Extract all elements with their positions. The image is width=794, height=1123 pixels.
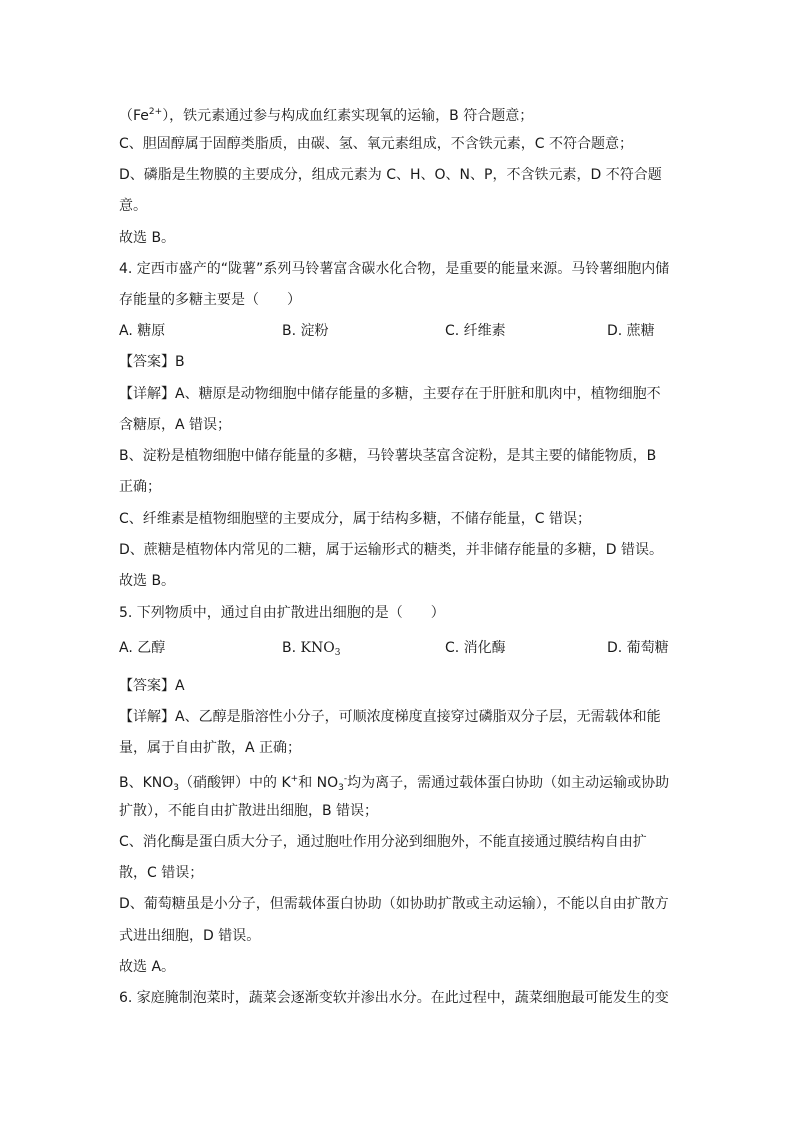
q5-nitrate-text: 和 NO <box>298 775 339 791</box>
q3-conclusion: 故选 B。 <box>119 230 176 246</box>
q5-potassium-text: （硝酸钾）中的 K <box>179 775 291 791</box>
q5-detail-line2: 量，属于自由扩散，A 正确； <box>119 740 302 756</box>
q5-detail-line4: 扩散），不能自由扩散进出细胞，B 错误； <box>119 803 379 819</box>
q5-kno3-text: B、KNO <box>119 775 174 791</box>
q5-kno3-subscript: 3 <box>173 783 180 793</box>
q5-answer: 【答案】A <box>119 678 185 694</box>
q3-option-d-explanation-cont: 意。 <box>119 198 147 214</box>
q5-detail-line8: 式进出细胞，D 错误。 <box>119 928 261 944</box>
q5-ion-explanation: 均为离子，需通过载体蛋白协助（如主动运输或协助 <box>347 775 670 791</box>
q5-option-d: D. 葡萄糖 <box>607 640 669 656</box>
q4-option-a: A. 糖原 <box>119 323 166 339</box>
q4-detail-line4: 正确； <box>119 479 161 495</box>
q3-option-c-explanation: C、胆固醇属于固醇类脂质，由碳、氢、氧元素组成，不含铁元素，C 不符合题意； <box>119 136 633 152</box>
q4-stem-line1: 4. 定西市盛产的“陇薯”系列马铃薯富含碳水化合物，是重要的能量来源。马铃薯细胞内储 <box>119 261 670 277</box>
q6-stem-line1: 6. 家庭腌制泡菜时，蔬菜会逐渐变软并渗出水分。在此过程中，蔬菜细胞最可能发生的变 <box>119 990 669 1006</box>
q5-stem: 5. 下列物质中，通过自由扩散进出细胞的是（ ） <box>119 605 445 621</box>
q4-option-c: C. 纤维素 <box>445 323 506 339</box>
q4-detail-line1: 【详解】A、糖原是动物细胞中储存能量的多糖，主要存在于肝脏和肌肉中，植物细胞不 <box>119 386 661 402</box>
q5-detail-line1: 【详解】A、乙醇是脂溶性小分子，可顺浓度梯度直接穿过磷脂双分子层，无需载体和能 <box>119 709 661 725</box>
q4-detail-line2: 含糖原，A 错误； <box>119 417 232 433</box>
q4-stem-line2: 存能量的多糖主要是（ ） <box>119 292 301 308</box>
q3-option-d-explanation: D、磷脂是生物膜的主要成分，组成元素为 C、H、O、N、P，不含铁元素，D 不符合题 <box>119 167 662 183</box>
q5-option-b-subscript: 3 <box>334 648 341 658</box>
q4-detail-line3: B、淀粉是植物细胞中储存能量的多糖，马铃薯块茎富含淀粉，是其主要的储能物质，B <box>119 448 657 464</box>
q5-nitrate-charge: - <box>343 774 348 784</box>
q3-text-fe-suffix: ），铁元素通过参与构成血红素实现氧的运输，B 符合题意； <box>162 108 534 124</box>
q5-conclusion: 故选 A。 <box>119 959 176 975</box>
q4-answer: 【答案】B <box>119 354 185 370</box>
q4-option-b: B. 淀粉 <box>282 323 329 339</box>
q5-option-c: C. 消化酶 <box>445 640 506 656</box>
q5-detail-line7: D、葡萄糖虽是小分子，但需载体蛋白协助（如协助扩散或主动运输），不能以自由扩散方 <box>119 896 669 912</box>
q5-potassium-charge: + <box>290 774 299 784</box>
q5-option-a: A. 乙醇 <box>119 640 166 656</box>
q3-option-b-explanation <box>119 102 533 126</box>
q4-conclusion: 故选 B。 <box>119 573 176 589</box>
q4-detail-line5: C、纤维素是植物细胞壁的主要成分，属于结构多糖，不储存能量，C 错误； <box>119 511 591 527</box>
q5-option-b <box>282 638 340 663</box>
q4-detail-line6: D、蔗糖是植物体内常见的二糖，属于运输形式的糖类，并非储存能量的多糖，D 错误。 <box>119 542 664 558</box>
q3-text-fe-prefix: （Fe <box>119 108 149 124</box>
q5-nitrate-subscript: 3 <box>338 783 344 793</box>
q5-option-b-prefix: B. <box>282 640 301 656</box>
q5-detail-line3 <box>119 769 669 798</box>
q3-fe-charge: 2+ <box>148 107 163 117</box>
q5-detail-line6: 散，C 错误； <box>119 865 204 881</box>
q5-detail-line5: C、消化酶是蛋白质大分子，通过胞吐作用分泌到细胞外，不能直接通过膜结构自由扩 <box>119 834 647 850</box>
q5-option-b-formula: KNO <box>300 640 335 656</box>
q4-option-d: D. 蔗糖 <box>607 323 655 339</box>
